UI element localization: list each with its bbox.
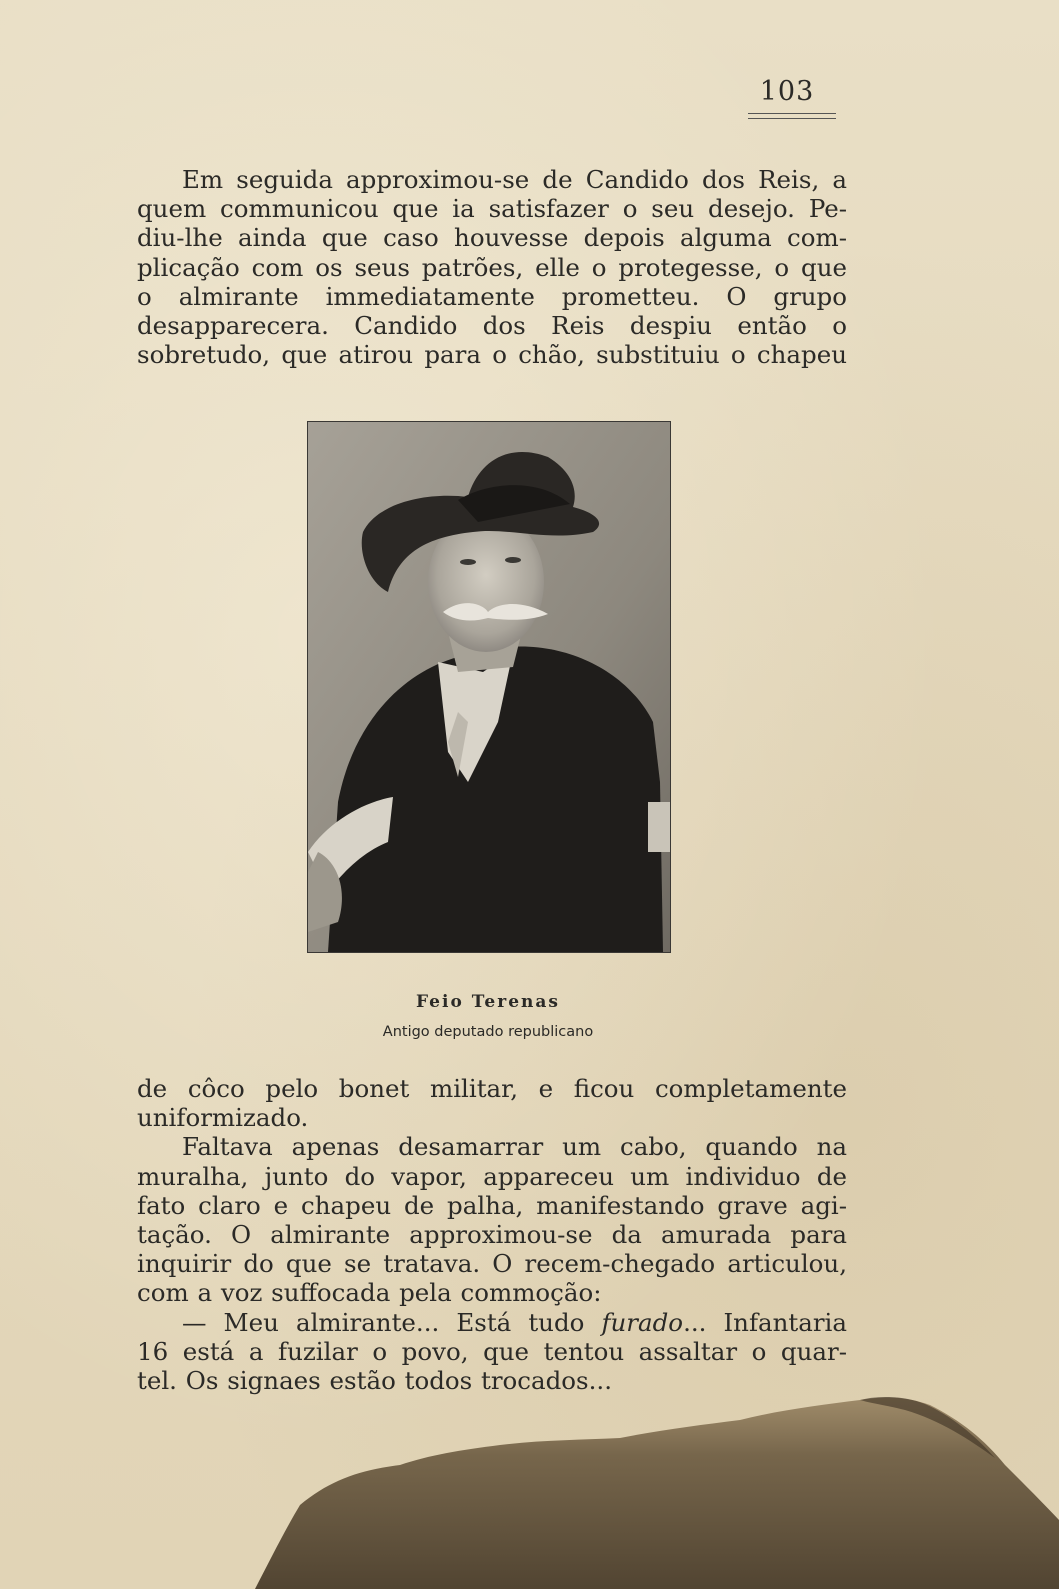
- dialogue-italic-word: furado: [601, 1307, 684, 1337]
- text-line: muralha, junto do vapor, appareceu um individuo de: [137, 1161, 847, 1191]
- text-line: [137, 1308, 847, 1337]
- dialogue-start: — Meu almirante... Está tudo: [182, 1307, 602, 1337]
- text-line: o almirante immediatamente prometteu. O grupo: [137, 281, 847, 311]
- text-line: diu-lhe ainda que caso houvesse depois alguma com-: [137, 223, 847, 253]
- text-line: tel. Os signaes estão todos trocados...: [137, 1366, 612, 1396]
- text-line: tação. O almirante approximou-se da amurada para: [137, 1220, 847, 1250]
- portrait-photo: [307, 421, 671, 953]
- dialogue-end: ... Infantaria: [683, 1307, 848, 1337]
- page-number: 103: [759, 76, 815, 107]
- top-paragraph: [137, 165, 847, 369]
- text-line: uniformizado.: [137, 1103, 309, 1133]
- paragraph: [137, 1074, 847, 1132]
- figure-caption-subtitle: Antigo deputado republicano: [382, 1024, 594, 1040]
- text-line: plicação com os seus patrões, elle o protegesse, o que: [137, 252, 847, 282]
- text-line: sobretudo, que atirou para o chão, substituiu o chapeu: [137, 340, 847, 370]
- paragraph: [137, 1132, 847, 1307]
- paragraph: [137, 1308, 847, 1396]
- text-line: Em seguida approximou-se de Candido dos Reis, a: [182, 165, 847, 194]
- text-line: fato claro e chapeu de palha, manifestando grave agi-: [137, 1190, 847, 1220]
- page-number-rule: [748, 113, 836, 119]
- text-line: quem communicou que ia satisfazer o seu desejo. Pe-: [137, 194, 847, 224]
- portrait-illustration: [308, 422, 670, 952]
- text-line: inquirir do que se tratava. O recem-chegado articulou,: [137, 1249, 847, 1279]
- bottom-text: [137, 1074, 847, 1395]
- text-line: desapparecera. Candido dos Reis despiu então o: [137, 311, 847, 341]
- text-line: com a voz suffocada pela commoção:: [137, 1278, 602, 1308]
- text-line: 16 está a fuzilar o povo, que tentou assaltar o quar-: [137, 1336, 847, 1366]
- text-line: Faltava apenas desamarrar um cabo, quando na: [182, 1132, 847, 1162]
- text-line: de côco pelo bonet militar, e ficou completamente: [137, 1074, 847, 1103]
- figure-caption-name: Feio Terenas: [416, 992, 560, 1012]
